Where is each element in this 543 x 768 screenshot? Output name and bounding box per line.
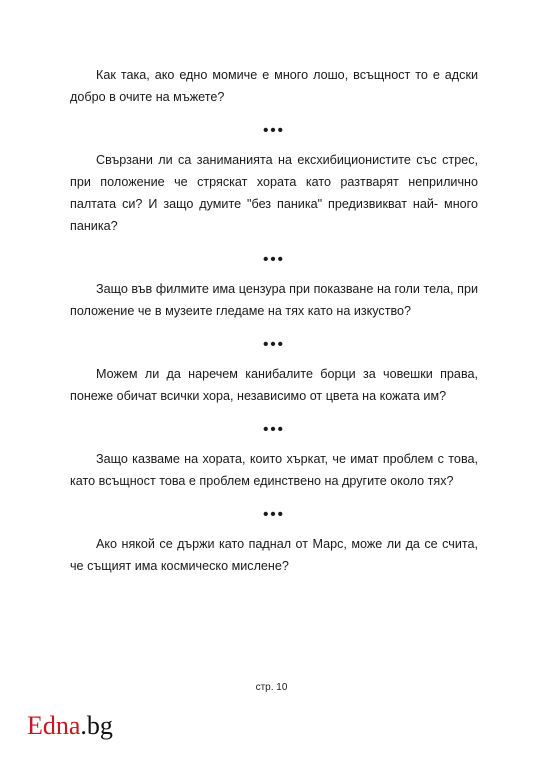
separator-dots-4: ••• [263, 421, 285, 438]
logo-tld-text: .bg [80, 711, 113, 740]
separator-dots-2: ••• [263, 251, 285, 268]
paragraph-1: Как така, ако едно момиче е много лошо, всъщност то е адски добро в очите на мъжете? [70, 68, 478, 104]
paragraph-6: Ако някой се държи като паднал от Марс, може ли да се счита, че същият има космическо мислене? [70, 537, 478, 573]
edna-logo [27, 711, 113, 741]
page-content [70, 64, 478, 577]
paragraph-5: Защо казваме на хората, които хъркат, че имат проблем с това, като всъщност това е проблем единствено на другите около тях? [70, 452, 478, 488]
separator-dots-3: ••• [263, 336, 285, 353]
paragraph-3: Защо във филмите има цензура при показване на голи тела, при положение че в музеите гледаме на тях като на изкуство? [70, 282, 478, 318]
separator-dots-1: ••• [263, 122, 285, 139]
page-number: стр. 10 [255, 682, 288, 693]
separator-dots-5: ••• [263, 506, 285, 523]
paragraph-2: Свързани ли са заниманията на ексхибиционистите със стрес, при положение че стряскат хората като разтварят неприлично палтата си? И защо думите "без паника" предизвикват най- много паника? [70, 153, 478, 233]
paragraph-4: Можем ли да наречем канибалите борци за човешки права, понеже обичат всички хора, независимо от цвета на кожата им? [70, 367, 478, 403]
logo-brand-text: Edna [27, 711, 81, 740]
